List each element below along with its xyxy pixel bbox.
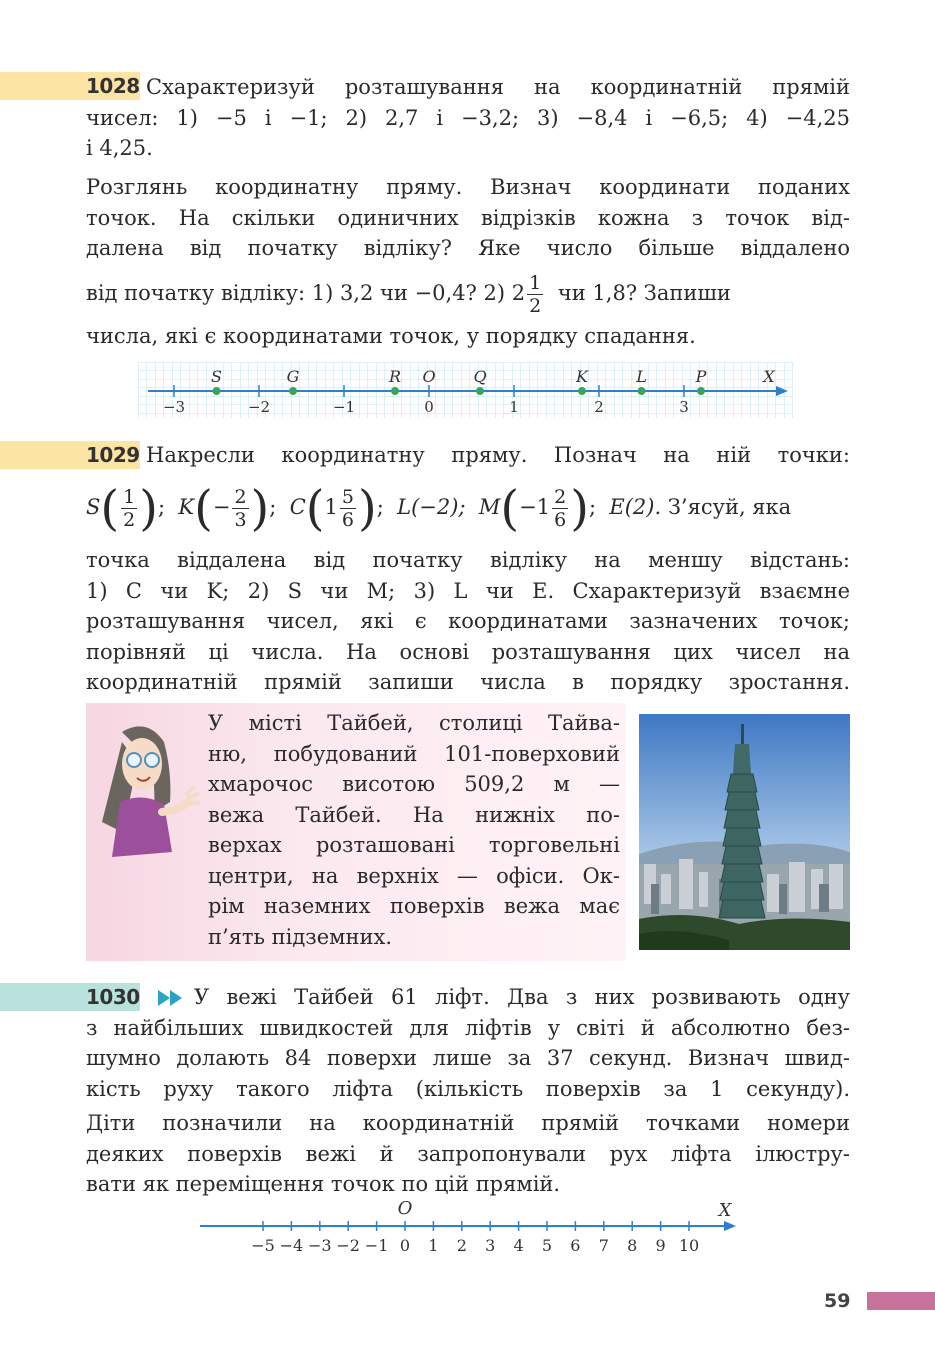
exercise-1028-text (86, 172, 850, 264)
point-label: K (576, 367, 588, 386)
taipei-101-photo (639, 714, 850, 950)
info-box-text (208, 708, 620, 952)
point-name: K (178, 495, 195, 519)
origin-label: O (397, 1198, 413, 1219)
point-G (289, 387, 297, 395)
fraction-numerator: 2 (234, 486, 247, 508)
point-P (697, 387, 705, 395)
tick-label: −1 (332, 398, 356, 416)
text-line: розташування чисел, які є координатами зазначених точок; (86, 609, 850, 633)
tick-label: −1 (364, 1236, 389, 1255)
tick-label: 9 (655, 1236, 666, 1255)
paren: ) (139, 480, 158, 537)
info-line: вежа Тайбей. На нижніх по- (208, 802, 620, 827)
text-line: Накресли координатну пряму. Познач на ній точки: (146, 443, 850, 467)
info-line: центри, на верхніх — офіси. Ок- (208, 863, 620, 888)
tick-label: 1 (428, 1236, 439, 1255)
point-label: P (695, 367, 707, 386)
whole-part: 1 (324, 495, 338, 519)
task-line: чисел: 1) −5 і −1; 2) 2,7 і −3,2; 3) −8,4 і −6,5; 4) −4,25 (86, 105, 850, 130)
exercise-1029-points: S( $\frac{1}{2}$ ); K(− $\frac{2}{3}$ ); C(1 $\frac{5}{6}$ ); L(−2); M(−1 $\frac{2}{6}$ ); E(2). З’ясуй, яка (86, 480, 792, 537)
tick-label: 7 (598, 1236, 609, 1255)
point-L: L(−2); (397, 495, 466, 519)
fraction (552, 486, 568, 531)
tick-label: −3 (162, 398, 186, 416)
tick-label: 8 (627, 1236, 638, 1255)
text-line: далена від початку відліку? Яке число більше віддалено (86, 236, 850, 260)
sign: − (212, 495, 231, 519)
point-name: M (478, 495, 501, 519)
point-name: C (289, 495, 306, 519)
fraction-numerator: 1 (123, 486, 136, 508)
exercise-1028-number: 1028 (86, 74, 140, 98)
axis-end-label: X (718, 1200, 732, 1221)
point-label: R (388, 367, 402, 386)
text-line: точок. На скільки одиничних відрізків кожна з точок від- (86, 205, 850, 230)
exercise-1030-text-2 (86, 1108, 850, 1200)
point-label: G (286, 367, 300, 386)
point-K (578, 387, 586, 395)
text-line: шумно долають 84 поверхи лише за 37 секунд. Визнач швид- (86, 1046, 850, 1070)
fraction (232, 486, 248, 531)
text-line: кість руху такого ліфта (кількість поверхів за 1 секунду). (86, 1076, 850, 1101)
text-line: вати як переміщення точок по цій прямій. (86, 1172, 561, 1196)
tick-label: 2 (456, 1236, 467, 1255)
tick-label: −4 (279, 1236, 304, 1255)
point-E: E(2). (609, 495, 662, 519)
info-line: хмарочос висотою 509,2 м — (208, 772, 620, 796)
fraction-denominator: 2 (529, 295, 542, 317)
paren: ) (570, 480, 589, 537)
paren: ( (500, 480, 520, 537)
coordinate-line-1 (138, 362, 793, 418)
point-label: X (763, 367, 775, 386)
fraction-denominator: 6 (341, 509, 354, 531)
tick-label: −5 (251, 1236, 275, 1255)
page-number-bar (867, 1292, 935, 1310)
axis-arrow (724, 1221, 736, 1231)
info-line: У місті Тайбей, столиці Тайва- (208, 711, 620, 735)
text-line: Діти позначили на координатній прямій точками номери (86, 1111, 850, 1135)
fraction-denominator: 6 (554, 509, 567, 531)
fraction-numerator: 5 (341, 486, 354, 508)
coordinate-line-2 (190, 1196, 750, 1262)
point-name: S (86, 495, 101, 519)
text-line: Розглянь координатну пряму. Визнач координати поданих (86, 175, 850, 199)
tick-label: 4 (513, 1236, 524, 1255)
tick-label: −3 (308, 1236, 332, 1255)
fraction (340, 486, 356, 531)
point-Q (476, 387, 484, 395)
whole-part: −1 (519, 495, 551, 519)
fraction-denominator: 2 (123, 509, 136, 531)
paren: ( (100, 480, 120, 537)
info-line: верхах розташовані торговельні (208, 833, 620, 857)
girl-illustration (92, 722, 202, 862)
point-label: L (636, 367, 647, 386)
exercise-1029-line1 (86, 440, 850, 471)
tick-label: 2 (594, 398, 604, 416)
text-line: числа, які є координатами точок, у порядку спадання. (86, 324, 696, 348)
info-line: ню, побудований 101-поверховий (208, 741, 620, 766)
tick-label: 3 (679, 398, 689, 416)
point-S (213, 387, 221, 395)
task-line: Схарактеризуй розташування на координатній прямій (146, 75, 850, 99)
point-label: Q (473, 367, 487, 386)
tick-label: 0 (424, 398, 434, 416)
tick-label: 1 (509, 398, 519, 416)
exercise-1029-number: 1029 (86, 443, 140, 467)
text-line: точка віддалена від початку відліку на меншу відстань: (86, 548, 850, 572)
point-label: O (422, 367, 436, 386)
exercise-1030-text (86, 982, 850, 1104)
paren: ( (305, 480, 325, 537)
paren: ) (357, 480, 377, 537)
text-line: У вежі Тайбей 61 ліфт. Два з них розвивають одну (194, 985, 850, 1009)
text-line: 1) C чи K; 2) S чи M; 3) L чи E. Схарактеризуй взаємне (86, 578, 850, 603)
text-segment: З’ясуй, яка (667, 495, 792, 519)
paren: ) (250, 480, 270, 537)
tick-label: 6 (570, 1236, 581, 1255)
page-number: 59 (824, 1290, 851, 1312)
info-line: рім наземних поверхів вежа має (208, 894, 620, 918)
fraction-numerator: 1 (529, 272, 542, 294)
fraction (527, 272, 543, 317)
tick-label: 3 (485, 1236, 496, 1255)
tick-label: 5 (541, 1236, 553, 1255)
text-line: порівняй ці числа. На основі розташування цих чисел на (86, 639, 850, 664)
text-segment: від початку відліку: 1) 3,2 чи −0,4? 2) 2 (86, 281, 526, 305)
info-line: п’ять підземних. (208, 924, 393, 949)
tick-label: −2 (247, 398, 271, 416)
point-L (638, 387, 646, 395)
task-line: і 4,25. (86, 136, 153, 160)
fraction (121, 486, 137, 531)
fraction-denominator: 3 (234, 509, 247, 531)
text-line: з найбільших швидкостей для ліфтів у світі й абсолютно без- (86, 1015, 850, 1040)
text-segment: чи 1,8? Запиши (557, 281, 731, 305)
paren: ( (194, 480, 213, 537)
text-line: координатній прямій запиши числа в порядку зростання. (86, 670, 850, 694)
point-R (391, 387, 399, 395)
tick-label: 10 (678, 1236, 700, 1255)
point-label: S (211, 367, 222, 386)
text-line: деяких поверхів вежі й запропонували рух ліфта ілюстру- (86, 1141, 850, 1166)
exercise-1029-text (86, 545, 850, 698)
tick-label: −2 (336, 1236, 360, 1255)
fraction-numerator: 2 (554, 486, 567, 508)
exercise-1030-number: 1030 (86, 985, 140, 1009)
tick-label: 0 (399, 1236, 411, 1255)
exercise-1028-task (86, 72, 850, 164)
exercise-1028-last-line (86, 321, 850, 352)
exercise-1028-fraction-line (86, 265, 850, 321)
